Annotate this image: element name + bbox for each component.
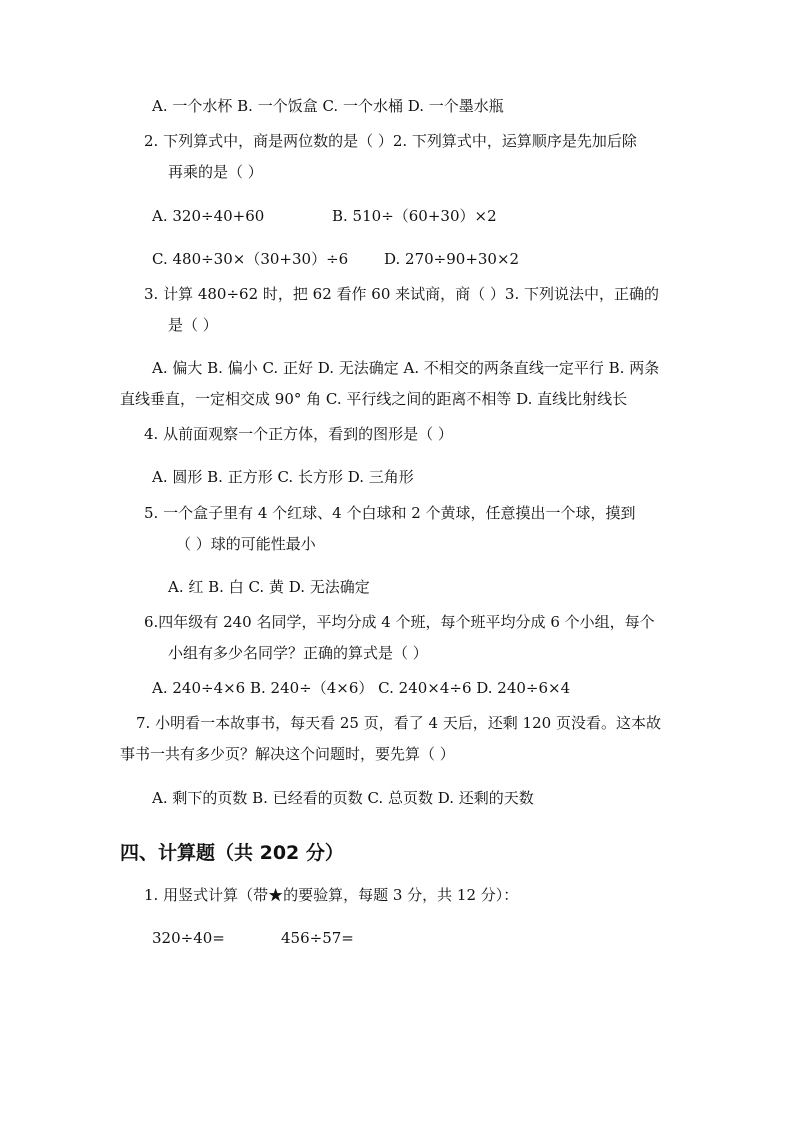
- q2-option-c: C. 480÷30×（30+30）÷6: [152, 250, 349, 268]
- q5-options: A. 红 B. 白 C. 黄 D. 无法确定: [168, 578, 370, 596]
- q6-options: A. 240÷4×6 B. 240÷（4×6） C. 240×4÷6 D. 240÷6×4: [152, 679, 571, 697]
- q2-option-d: D. 270÷90+30×2: [384, 250, 520, 268]
- calc-problem-2: 456÷57=: [281, 929, 354, 947]
- q4-options: A. 圆形 B. 正方形 C. 长方形 D. 三角形: [152, 468, 414, 486]
- q2-option-a: A. 320÷40+60: [152, 207, 265, 225]
- q2-question-line2: 再乘的是（ ）: [168, 163, 263, 181]
- q2-question-line1: 2. 下列算式中，商是两位数的是（ ）2. 下列算式中，运算顺序是先加后除: [144, 132, 637, 150]
- q3-question-line2: 是（ ）: [168, 316, 218, 334]
- q3-options-line2: 直线垂直，一定相交成 90° 角 C. 平行线之间的距离不相等 D. 直线比射线长: [120, 390, 628, 408]
- q3-question-line1: 3. 计算 480÷62 时，把 62 看作 60 来试商，商（ ）3. 下列说法中，正确的: [144, 285, 659, 303]
- calc-problem-1: 320÷40=: [152, 929, 225, 947]
- q6-question-line2: 小组有多少名同学？正确的算式是（ ）: [168, 644, 428, 662]
- q5-question-line1: 5. 一个盒子里有 4 个红球、4 个白球和 2 个黄球，任意摸出一个球，摸到: [144, 504, 636, 522]
- q6-question-line1: 6.四年级有 240 名同学，平均分成 4 个班，每个班平均分成 6 个小组，每个: [144, 613, 655, 631]
- q5-question-line2: （ ）球的可能性最小: [176, 535, 316, 553]
- q2-option-b: B. 510÷（60+30）×2: [332, 207, 497, 225]
- q1-options: A. 一个水杯 B. 一个饭盒 C. 一个水桶 D. 一个墨水瓶: [152, 97, 504, 115]
- q7-question-line1: 7. 小明看一本故事书，每天看 25 页，看了 4 天后，还剩 120 页没看。这本故: [136, 714, 661, 732]
- q4-question: 4. 从前面观察一个正方体，看到的图形是（ ）: [144, 425, 453, 443]
- section4-title: 四、计算题（共 202 分）: [120, 842, 344, 864]
- q7-options: A. 剩下的页数 B. 已经看的页数 C. 总页数 D. 还剩的天数: [152, 789, 534, 807]
- section4-item1: 1. 用竖式计算（带★的要验算，每题 3 分，共 12 分）：: [144, 886, 519, 904]
- q3-options-line1: A. 偏大 B. 偏小 C. 正好 D. 无法确定 A. 不相交的两条直线一定平行 B. 两条: [152, 359, 660, 377]
- q7-question-line2: 事书一共有多少页？解决这个问题时，要先算（ ）: [120, 745, 455, 763]
